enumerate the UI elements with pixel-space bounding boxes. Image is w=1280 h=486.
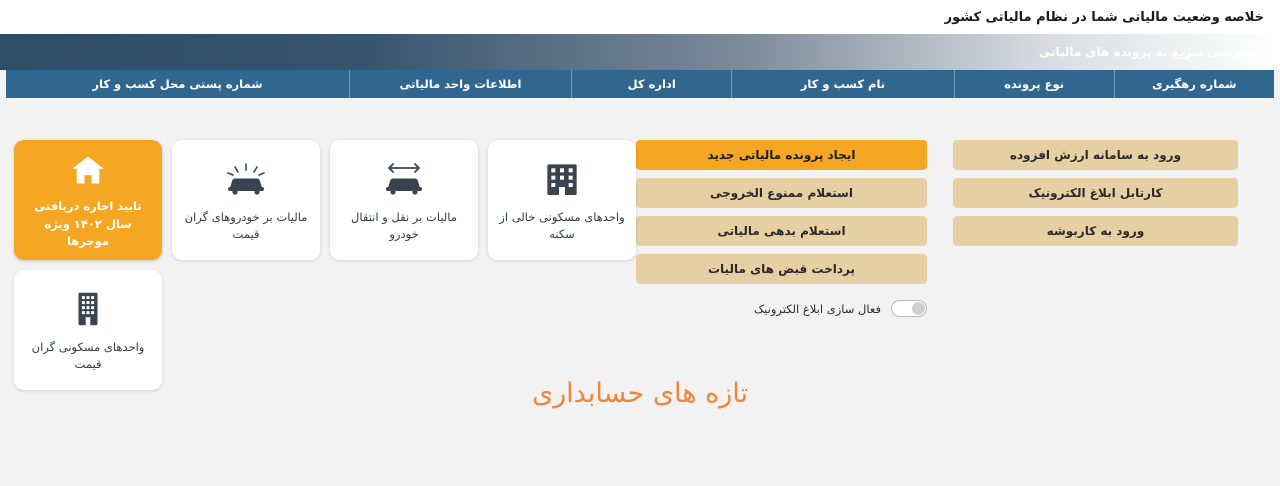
main-content: [0, 132, 1280, 390]
column-header-file-type: نوع پرونده: [954, 70, 1114, 98]
middle-actions-group: [636, 140, 927, 317]
column-header-postal-code: شماره پستی محل کسب و کار: [92, 77, 263, 91]
electronic-notification-inbox-button[interactable]: کارتابل ابلاغ الکترونیک: [953, 178, 1238, 208]
toggle-label: فعال سازی ابلاغ الکترونیک: [753, 301, 881, 316]
car-icon: [220, 157, 272, 201]
home-icon: [68, 150, 108, 190]
quick-access-strip: [0, 34, 1280, 70]
tile-car-transfer-tax[interactable]: [330, 140, 478, 260]
column-header-tracking-number: شماره رهگیری: [1114, 70, 1274, 98]
tile-label: واحدهای مسکونی خالی از سکنه: [499, 209, 625, 241]
left-actions-group: [953, 140, 1238, 246]
pay-tax-bills-button[interactable]: پرداخت قبض های مالیات: [636, 254, 927, 284]
tax-debt-inquiry-button[interactable]: استعلام بدهی مالیاتی: [636, 216, 927, 246]
quick-access-title: دسترسی سریع به پرونده های مالیاتی: [1038, 45, 1262, 59]
tile-label: تایید اجاره دریافتی سال ۱۴۰۲ ویژه موجرها: [34, 199, 142, 248]
electronic-notification-toggle-row: [636, 300, 927, 317]
tile-expensive-residential-units[interactable]: [14, 270, 162, 390]
building-icon: [541, 157, 583, 201]
tile-rent-confirmation[interactable]: [14, 140, 162, 260]
tile-label: مالیات بر خودروهای گران قیمت: [184, 209, 308, 241]
tiles-column-right: [14, 140, 162, 390]
create-new-tax-file-button[interactable]: ایجاد پرونده مالیاتی جدید: [636, 140, 927, 170]
files-table-body: [0, 98, 1280, 132]
tiles-group: [14, 140, 636, 390]
karpoosheh-login-button[interactable]: ورود به کاربوشه: [953, 216, 1238, 246]
page-title: خلاصه وضعیت مالیاتی شما در نظام مالیاتی کشور: [944, 9, 1264, 25]
apartment-icon: [71, 287, 105, 331]
toggle-knob: [912, 302, 925, 315]
tile-label: واحدهای مسکونی گران قیمت: [31, 339, 145, 371]
electronic-notification-toggle[interactable]: [891, 300, 927, 317]
tile-expensive-car-tax[interactable]: [172, 140, 320, 260]
column-header-office: اداره کل: [571, 70, 731, 98]
column-header-tax-unit-info: اطلاعات واحد مالیاتی: [349, 70, 571, 98]
news-heading: تازه های حسابداری: [531, 378, 749, 409]
car-transfer-icon: [375, 157, 433, 201]
exit-ban-inquiry-button[interactable]: استعلام ممنوع الخروجی: [636, 178, 927, 208]
tile-vacant-residential-units[interactable]: [488, 140, 636, 260]
tile-label: مالیات بر نقل و انتقال خودرو: [351, 209, 457, 241]
files-table-header: [6, 70, 1274, 98]
vat-system-login-button[interactable]: ورود به سامانه ارزش افزوده: [953, 140, 1238, 170]
header-bar: [0, 0, 1280, 34]
column-header-business-name: نام کسب و کار: [731, 70, 953, 98]
